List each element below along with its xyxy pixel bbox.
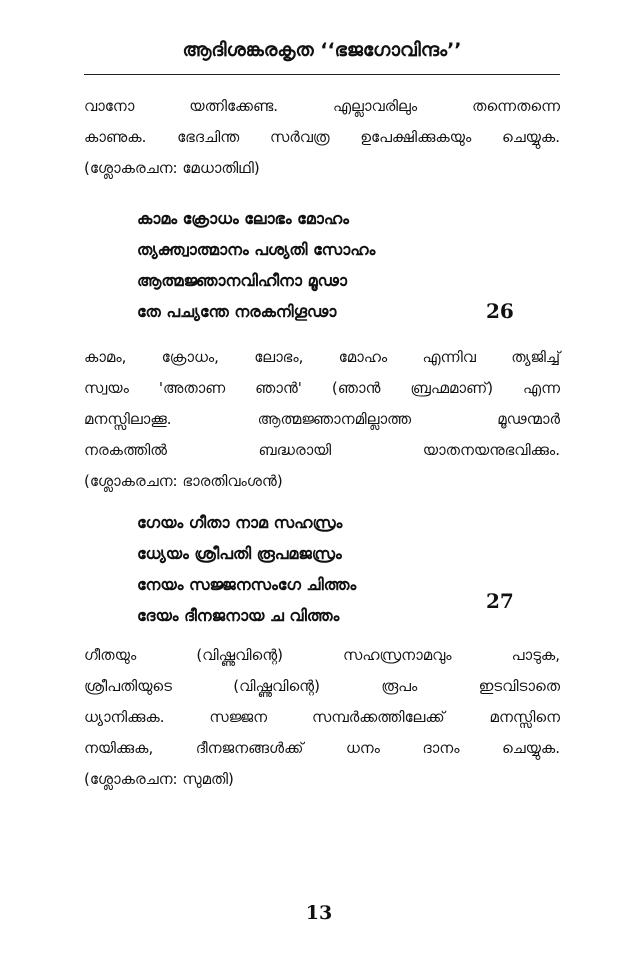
page-number: 13 [305,902,333,924]
paragraph-line: കാണുക. ഭേദചിന്ത സർവത്ര ഉപേക്ഷിക്കുകയും ചെയ്യുക. [84,128,560,146]
verse-line: തേ പച്യന്തേ നരകനിഗൂഢാ [137,302,337,321]
verse-line: ത്യക്ത്വാത്മാനം പശ്യതി സോഹം [137,240,376,259]
paragraph-3 [84,640,560,795]
verse-line: ഗേയം ഗീതാ നാമ സഹസ്രം [137,513,343,532]
paragraph-line: സ്വയം 'അതാണ ഞാൻ' (ഞാൻ ബ്രഹ്മമാണ്) എന്ന [84,379,560,397]
paragraph-line: കാമം, ക്രോധം, ലോഭം, മോഹം എന്നിവ ത്യജിച്ച് [84,348,560,366]
verse-line: ദേയം ദീനജനായ ച വിത്തം [137,606,340,625]
running-header: ആദിശങ്കരകൃത ‘‘ഭജഗോവിന്ദം’’ [182,39,462,61]
header-rule [84,74,560,75]
paragraph-line: ഗീതയും (വിഷ്ണുവിന്റെ) സഹസ്രനാമവും പാടുക, [84,646,560,664]
paragraph-line: നയിക്കുക, ദീനജനങ്ങൾക്ക് ധനം ദാനം ചെയ്യുക. [84,739,560,757]
paragraph-line: ധ്യാനിക്കുക. സജ്ജന സമ്പർക്കത്തിലേക്ക് മനസ്സിനെ [84,708,560,726]
verse-line: ആത്മജ്ഞാനവിഹീനാ മൂഢാ [137,271,348,290]
paragraph-line: ശ്രീപതിയുടെ (വിഷ്ണുവിന്റെ) രൂപം ഇടവിടാതെ [84,677,560,695]
attribution-line: (ശ്ലോകരചന: ഭാരതിവംശൻ) [84,472,283,490]
verse-line: കാമം ക്രോധം ലോഭം മോഹം [137,209,349,228]
attribution-line: (ശ്ലോകരചന: മേധാതിഥി) [84,159,260,177]
attribution-line: (ശ്ലോകരചന: സുമതി) [84,770,234,788]
paragraph-line: വാനോ യത്നിക്കേണ്ട. എല്ലാവരിലും തന്നെതന്നെ [84,97,560,115]
verse-number: 27 [486,589,514,613]
verse-line: ധ്യേയം ശ്രീപതി രൂപമജസ്രം [137,544,342,563]
paragraph-line: മനസ്സിലാക്കൂ. ആത്മജ്ഞാനമില്ലാത്ത മൂഢന്മാർ [84,410,560,428]
paragraph-1 [84,91,560,184]
paragraph-2 [84,342,560,497]
verse-line: നേയം സജ്ജനസംഗേ ചിത്തം [137,575,357,594]
paragraph-line: നരകത്തിൽ ബദ്ധരായി യാതനയനുഭവിക്കും. [84,441,560,459]
verse-number: 26 [486,299,514,323]
